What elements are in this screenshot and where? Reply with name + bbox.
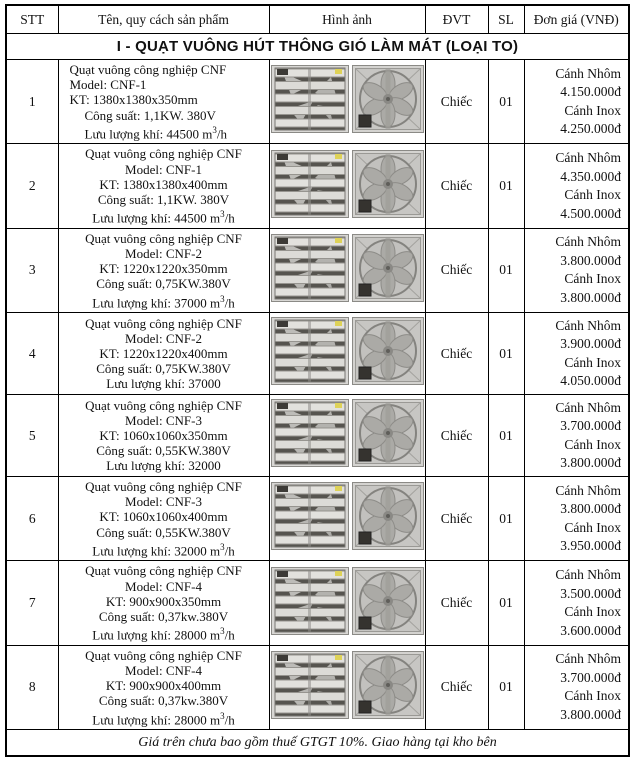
price-line: 3.700.000đ <box>560 418 621 434</box>
price-cell <box>524 645 629 729</box>
row-number: 3 <box>6 228 58 312</box>
product-spec: Quạt vuông công nghiệp CNF Model: CNF-4 KT: 900x900x400mm Công suất: 0,37kw.380V Lưu lượng khí: 28000 $m^3/h$ <box>58 645 269 729</box>
product-row <box>6 313 629 395</box>
row-number: 7 <box>6 561 58 645</box>
price-line: Cánh Inox <box>564 354 621 370</box>
fan-front-photo <box>271 651 349 724</box>
col-header-price: Đơn giá (VNĐ) <box>524 5 629 34</box>
price-line: Cánh Inox <box>564 519 621 535</box>
price-cell <box>524 477 629 561</box>
unit-cell: Chiếc <box>425 477 488 561</box>
price-line: 3.500.000đ <box>560 585 621 601</box>
table-footer-row <box>6 730 629 757</box>
price-line: 3.800.000đ <box>560 289 621 305</box>
product-photos <box>269 561 425 645</box>
price-line: 3.800.000đ <box>560 501 621 517</box>
product-photos <box>269 645 425 729</box>
fan-front-photo <box>271 482 349 555</box>
unit-cell: Chiếc <box>425 313 488 395</box>
price-line: 3.800.000đ <box>560 706 621 722</box>
quantity-cell: 01 <box>488 561 524 645</box>
price-line: 3.950.000đ <box>560 538 621 554</box>
product-spec: Quạt vuông công nghiệp CNF Model: CNF-2 KT: 1220x1220x350mm Công suất: 0,75KW.380V Lưu lượng khí: 37000 $m^3/h$ <box>58 228 269 312</box>
product-spec: Quạt vuông công nghiệp CNF Model: CNF-1 KT: 1380x1380x350mm Công suất: 1,1KW. 380V Lưu lượng khí: 44500 $m^3/h$ <box>58 60 269 144</box>
product-row <box>6 645 629 729</box>
price-line: Cánh Nhôm <box>555 482 621 498</box>
fan-back-photo <box>352 567 424 640</box>
unit-cell: Chiếc <box>425 144 488 228</box>
unit-cell: Chiếc <box>425 395 488 477</box>
row-number: 4 <box>6 313 58 395</box>
product-photos <box>269 60 425 144</box>
price-cell <box>524 228 629 312</box>
unit-cell: Chiếc <box>425 645 488 729</box>
price-cell <box>524 561 629 645</box>
col-header-image: Hình ảnh <box>269 5 425 34</box>
fan-back-photo <box>352 399 424 472</box>
quantity-cell: 01 <box>488 144 524 228</box>
product-row <box>6 144 629 228</box>
price-line: Cánh Nhôm <box>555 317 621 333</box>
product-photos <box>269 144 425 228</box>
unit-cell: Chiếc <box>425 60 488 144</box>
price-line: 4.350.000đ <box>560 168 621 184</box>
price-line: 3.700.000đ <box>560 669 621 685</box>
fan-front-photo <box>271 567 349 640</box>
quantity-cell: 01 <box>488 60 524 144</box>
row-number: 6 <box>6 477 58 561</box>
price-line: Cánh Nhôm <box>555 399 621 415</box>
price-line: Cánh Nhôm <box>555 651 621 667</box>
col-header-unit: ĐVT <box>425 5 488 34</box>
product-spec: Quạt vuông công nghiệp CNF Model: CNF-2 KT: 1220x1220x400mm Công suất: 0,75KW.380V Lưu lượng khí: 37000 <box>58 313 269 395</box>
price-line: Cánh Inox <box>564 187 621 203</box>
quantity-cell: 01 <box>488 477 524 561</box>
quantity-cell: 01 <box>488 645 524 729</box>
price-cell <box>524 313 629 395</box>
price-line: 4.250.000đ <box>560 121 621 137</box>
price-line: 4.150.000đ <box>560 84 621 100</box>
product-spec: Quạt vuông công nghiệp CNF Model: CNF-3 KT: 1060x1060x400mm Công suất: 0,55KW.380V Lưu lượng khí: 32000 $m^3/h$ <box>58 477 269 561</box>
section-title: I - QUẠT VUÔNG HÚT THÔNG GIÓ LÀM MÁT (LOẠI TO) <box>6 34 629 60</box>
fan-back-photo <box>352 150 424 223</box>
price-line: Cánh Nhôm <box>555 65 621 81</box>
product-spec: Quạt vuông công nghiệp CNF Model: CNF-1 KT: 1380x1380x400mm Công suất: 1,1KW. 380V Lưu lượng khí: 44500 $m^3/h$ <box>58 144 269 228</box>
fan-front-photo <box>271 150 349 223</box>
price-cell <box>524 60 629 144</box>
fan-back-photo <box>352 482 424 555</box>
price-cell <box>524 395 629 477</box>
footer-note: Giá trên chưa bao gồm thuế GTGT 10%. Giao hàng tại kho bên <box>6 730 629 757</box>
unit-cell: Chiếc <box>425 561 488 645</box>
quantity-cell: 01 <box>488 228 524 312</box>
price-line: Cánh Nhôm <box>555 150 621 166</box>
fan-front-photo <box>271 65 349 138</box>
price-line: 3.900.000đ <box>560 336 621 352</box>
section-header-row <box>6 34 629 60</box>
product-row <box>6 395 629 477</box>
price-cell <box>524 144 629 228</box>
price-line: 3.800.000đ <box>560 455 621 471</box>
product-spec: Quạt vuông công nghiệp CNF Model: CNF-3 KT: 1060x1060x350mm Công suất: 0,55KW.380V Lưu lượng khí: 32000 <box>58 395 269 477</box>
col-header-product: Tên, quy cách sản phẩm <box>58 5 269 34</box>
col-header-stt: STT <box>6 5 58 34</box>
price-line: 4.500.000đ <box>560 205 621 221</box>
price-line: Cánh Nhôm <box>555 234 621 250</box>
price-line: Cánh Inox <box>564 271 621 287</box>
unit-cell: Chiếc <box>425 228 488 312</box>
fan-back-photo <box>352 651 424 724</box>
table-header-row <box>6 5 629 34</box>
fan-back-photo <box>352 234 424 307</box>
price-table <box>5 4 630 757</box>
price-line: Cánh Inox <box>564 688 621 704</box>
fan-back-photo <box>352 317 424 390</box>
fan-front-photo <box>271 234 349 307</box>
product-photos <box>269 228 425 312</box>
product-row <box>6 477 629 561</box>
product-row <box>6 561 629 645</box>
fan-front-photo <box>271 399 349 472</box>
col-header-qty: SL <box>488 5 524 34</box>
fan-front-photo <box>271 317 349 390</box>
product-spec: Quạt vuông công nghiệp CNF Model: CNF-4 KT: 900x900x350mm Công suất: 0,37kw.380V Lưu lượng khí: 28000 $m^3/h$ <box>58 561 269 645</box>
quantity-cell: 01 <box>488 313 524 395</box>
product-photos <box>269 313 425 395</box>
row-number: 2 <box>6 144 58 228</box>
price-line: Cánh Inox <box>564 436 621 452</box>
row-number: 5 <box>6 395 58 477</box>
product-photos <box>269 477 425 561</box>
product-row <box>6 228 629 312</box>
price-line: 3.600.000đ <box>560 622 621 638</box>
price-line: 4.050.000đ <box>560 373 621 389</box>
price-line: Cánh Nhôm <box>555 567 621 583</box>
price-line: Cánh Inox <box>564 102 621 118</box>
product-row <box>6 60 629 144</box>
price-line: Cánh Inox <box>564 604 621 620</box>
product-photos <box>269 395 425 477</box>
row-number: 1 <box>6 60 58 144</box>
price-line: 3.800.000đ <box>560 252 621 268</box>
row-number: 8 <box>6 645 58 729</box>
fan-back-photo <box>352 65 424 138</box>
quantity-cell: 01 <box>488 395 524 477</box>
